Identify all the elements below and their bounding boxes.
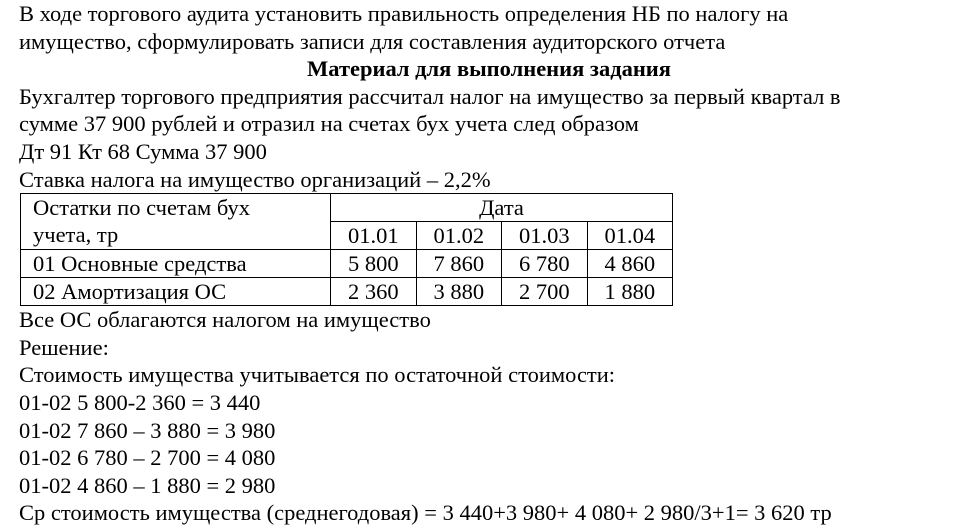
value-cell: 3 880 <box>416 278 502 306</box>
date-cell: 01.02 <box>416 222 502 250</box>
conditions-line-2: сумме 37 900 рублей и отразил на счетах бух учета след образом <box>19 111 639 137</box>
date-cell: 01.01 <box>331 222 417 250</box>
material-heading: Материал для выполнения задания <box>307 56 671 82</box>
value-cell: 7 860 <box>416 250 502 278</box>
accounting-entry: Дт 91 Кт 68 Сумма 37 900 <box>19 138 267 164</box>
calc-line-1: 01-02 5 800-2 360 = 3 440 <box>19 389 261 415</box>
value-cell: 1 880 <box>587 278 673 306</box>
label-header-bottom: учета, тр <box>21 222 331 250</box>
row-label: 02 Амортизация ОС <box>21 278 331 306</box>
tax-rate: Ставка налога на имущество организаций – 2,2% <box>19 166 491 192</box>
table-row <box>21 250 673 278</box>
row-label: 01 Основные средства <box>21 250 331 278</box>
table-row <box>21 278 673 306</box>
date-header: Дата <box>331 194 673 222</box>
account-balances-table <box>20 193 673 306</box>
residual-intro: Стоимость имущества учитывается по остаточной стоимости: <box>19 362 616 388</box>
table-header-row-1 <box>21 194 673 222</box>
date-cell: 01.04 <box>587 222 673 250</box>
conditions-line-1: Бухгалтер торгового предприятия рассчитал налог на имущество за первый квартал в <box>19 83 841 109</box>
average-value-line: Ср стоимость имущества (среднегодовая) = 3 440+3 980+ 4 080+ 2 980/3+1= 3 620 тр <box>19 500 832 526</box>
date-cell: 01.03 <box>502 222 588 250</box>
value-cell: 5 800 <box>331 250 417 278</box>
tax-note: Все ОС облагаются налогом на имущество <box>19 307 431 333</box>
calc-line-3: 01-02 6 780 – 2 700 = 4 080 <box>19 445 276 471</box>
table-header-row-2 <box>21 222 673 250</box>
label-header-top: Остатки по счетам бух <box>21 194 331 222</box>
value-cell: 4 860 <box>587 250 673 278</box>
value-cell: 2 360 <box>331 278 417 306</box>
value-cell: 2 700 <box>502 278 588 306</box>
value-cell: 6 780 <box>502 250 588 278</box>
calc-line-2: 01-02 7 860 – 3 880 = 3 980 <box>19 417 276 443</box>
task-line-1: В ходе торгового аудита установить правильность определения НБ по налогу на <box>19 1 789 26</box>
document-body <box>19 0 959 527</box>
solution-label: Решение: <box>19 334 109 360</box>
task-line-2: имущество, сформулировать записи для составления аудиторского отчета <box>19 28 726 54</box>
calc-line-4: 01-02 4 860 – 1 880 = 2 980 <box>19 472 276 498</box>
